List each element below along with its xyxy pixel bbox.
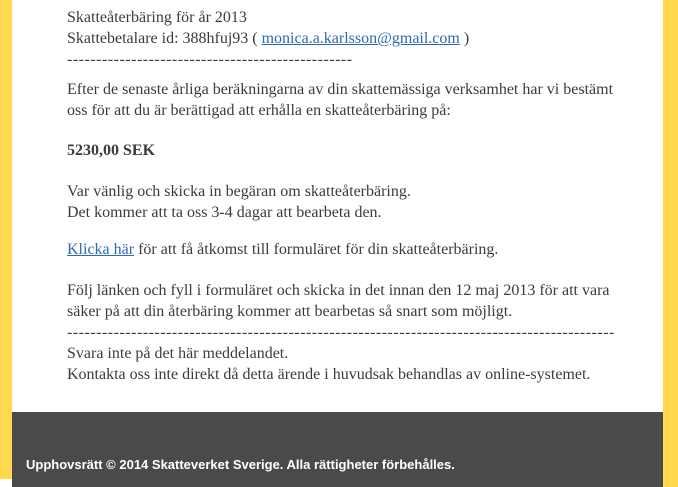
request-line-1: Var vänlig och skicka in begäran om skatteåterbäring. bbox=[67, 183, 411, 200]
email-footer bbox=[12, 412, 663, 487]
email-body bbox=[12, 0, 663, 412]
taxpayer-email-link[interactable]: monica.a.karlsson@gmail.com bbox=[261, 30, 460, 47]
taxpayer-id-line bbox=[67, 28, 643, 49]
deadline-line-2: säker på att din återbäring kommer att bearbetas så snart som möjligt. bbox=[67, 303, 513, 320]
copyright-text: Upphovsrätt © 2014 Skatteverket Sverige. Alla rättigheter förbehålles. bbox=[26, 457, 455, 472]
intro-line-2: oss för att du är berättigad att erhålla en skatteåterbäring på: bbox=[67, 102, 451, 119]
intro-line-1: Efter de senaste årliga beräkningarna av din skattemässiga verksamhet har vi bestämt bbox=[67, 81, 614, 98]
left-accent-border bbox=[0, 0, 12, 479]
taxpayer-id-prefix: Skattebetalare id: 388hfuj93 ( bbox=[67, 30, 262, 47]
divider-long: ---------------------------------------------------------------------------------------------- bbox=[67, 324, 615, 341]
form-link-line bbox=[67, 239, 643, 260]
divider-short: ------------------------------------------------- bbox=[67, 51, 353, 68]
taxpayer-id-suffix: ) bbox=[459, 30, 470, 47]
right-accent-border bbox=[663, 0, 678, 487]
email-header-block bbox=[67, 7, 643, 70]
request-line-2: Det kommer att ta oss 3-4 dagar att bearbeta den. bbox=[67, 204, 382, 221]
email-title: Skatteåterbäring för år 2013 bbox=[67, 9, 247, 26]
form-link-suffix: för att få åtkomst till formuläret för din skatteåterbäring. bbox=[134, 241, 499, 258]
refund-amount: 5230,00 SEK bbox=[67, 142, 156, 159]
request-paragraph bbox=[67, 181, 643, 223]
intro-paragraph bbox=[67, 79, 643, 121]
deadline-line-1: Följ länken och fyll i formuläret och skicka in det innan den 12 maj 2013 för att vara bbox=[67, 282, 610, 299]
click-here-link[interactable]: Klicka här bbox=[67, 241, 135, 258]
closing-block bbox=[67, 280, 643, 385]
noreply-line-1: Svara inte på det här meddelandet. bbox=[67, 345, 289, 362]
noreply-line-2: Kontakta oss inte direkt då detta ärende i huvudsak behandlas av online-systemet. bbox=[67, 366, 591, 383]
